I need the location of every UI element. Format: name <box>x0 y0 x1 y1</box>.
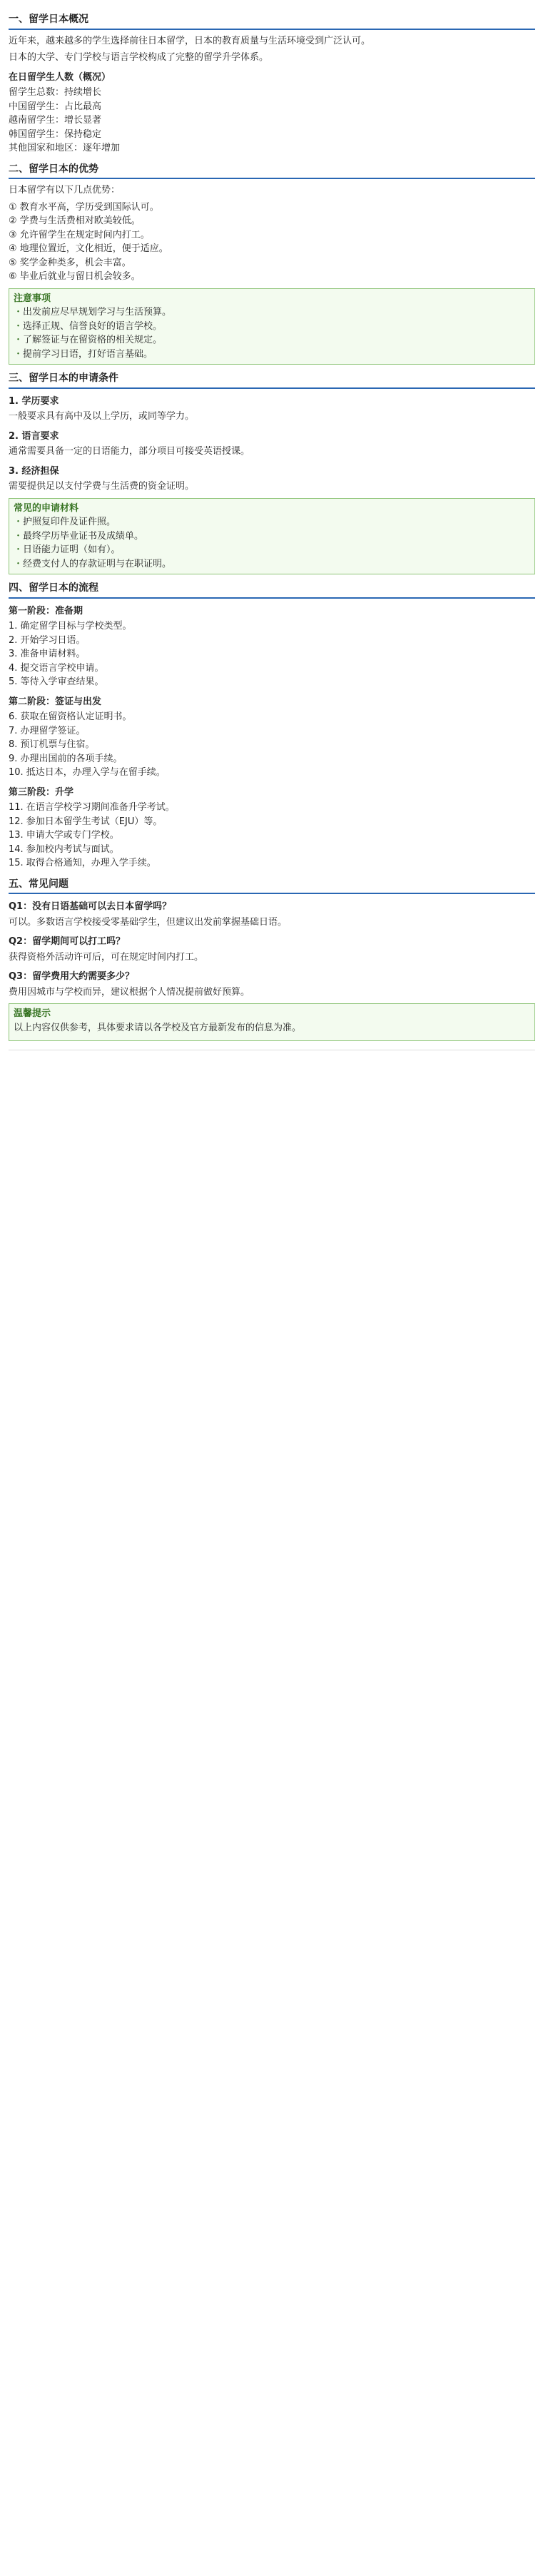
list-item: 14. 参加校内考试与面试。 <box>9 843 119 855</box>
stage-2-title: 第二阶段：签证与出发 <box>9 696 102 707</box>
faq-answer-1: 可以。多数语言学校接受零基础学生，但建议出发前掌握基础日语。 <box>9 916 288 928</box>
section-3-sub-2: 2. 语言要求 <box>9 430 59 442</box>
section-3-sub-3-text: 需要提供足以支付学费与生活费的资金证明。 <box>9 481 195 492</box>
list-item: 10. 抵达日本，办理入学与在留手续。 <box>9 767 166 778</box>
list-item: ・ 出发前应尽早规划学习与生活预算。 <box>14 305 530 320</box>
list-item: 1. 确定留学目标与学校类型。 <box>9 621 132 632</box>
list-item: ④ 地理位置近，文化相近，便于适应。 <box>9 243 168 254</box>
list-item: 5. 等待入学审查结果。 <box>9 676 104 687</box>
list-item: ・ 了解签证与在留资格的相关规定。 <box>14 333 530 348</box>
list-item: 中国留学生：占比最高 <box>9 101 102 112</box>
section-3-docs-box <box>9 498 535 575</box>
list-item: 9. 办理出国前的各项手续。 <box>9 753 123 764</box>
list-item: 4. 提交语言学校申请。 <box>9 662 104 674</box>
section-5-title: 五、常见问题 <box>9 878 535 895</box>
section-1-stats-list <box>9 86 535 156</box>
section-3-sub-3: 3. 经济担保 <box>9 465 59 477</box>
section-3-sub-1-text: 一般要求具有高中及以上学历，或同等学力。 <box>9 411 195 422</box>
list-item: ① 教育水平高，学历受到国际认可。 <box>9 201 159 213</box>
list-item: 8. 预订机票与住宿。 <box>9 739 95 750</box>
stage-3-title: 第三阶段：升学 <box>9 786 74 798</box>
faq-answer-3: 费用因城市与学校而异，建议根据个人情况提前做好预算。 <box>9 986 250 998</box>
list-item: 2. 开始学习日语。 <box>9 634 86 646</box>
section-2-note-box <box>9 288 535 365</box>
section-5-tip-box <box>9 1003 535 1041</box>
section-1-intro-2: 日本的大学、专门学校与语言学校构成了完整的留学升学体系。 <box>9 52 269 63</box>
list-item: ③ 允许留学生在规定时间内打工。 <box>9 229 150 240</box>
section-1-intro-1: 近年来，越来越多的学生选择前往日本留学，日本的教育质量与生活环境受到广泛认可。 <box>9 35 371 46</box>
list-item: ・ 选择正规、信誉良好的语言学校。 <box>14 320 530 334</box>
section-5-tip-text: 以上内容仅供参考，具体要求请以各学校及官方最新发布的信息为准。 <box>14 1022 302 1033</box>
list-item: 越南留学生：增长显著 <box>9 115 102 126</box>
section-3-sub-2-text: 通常需要具备一定的日语能力，部分项目可接受英语授课。 <box>9 446 250 457</box>
list-item: ② 学费与生活费相对欧美较低。 <box>9 215 141 226</box>
list-item: 7. 办理留学签证。 <box>9 725 86 736</box>
list-item: ・ 最终学历毕业证书及成绩单。 <box>14 529 530 544</box>
section-4-title: 四、留学日本的流程 <box>9 582 535 599</box>
list-item: 3. 准备申请材料。 <box>9 649 86 659</box>
stage-3-list <box>9 801 535 871</box>
list-item: ⑥ 毕业后就业与留日机会较多。 <box>9 271 141 282</box>
list-item: 15. 取得合格通知，办理入学手续。 <box>9 858 156 868</box>
section-3-title: 三、留学日本的申请条件 <box>9 372 535 389</box>
section-2-note-list <box>14 305 530 361</box>
list-item: 12. 参加日本留学生考试（EJU）等。 <box>9 816 163 827</box>
list-item: ・ 护照复印件及证件照。 <box>14 515 530 529</box>
faq-question-1: Q1：没有日语基础可以去日本留学吗？ <box>9 901 172 912</box>
stage-1-list <box>9 619 535 689</box>
section-1-stats-title: 在日留学生人数（概况） <box>9 71 111 83</box>
stage-2-list <box>9 710 535 780</box>
section-5-tip-title: 温馨提示 <box>14 1008 51 1019</box>
section-2-note-title: 注意事项 <box>14 293 51 304</box>
list-item: 13. 申请大学或专门学校。 <box>9 830 119 841</box>
section-2-list <box>9 201 535 284</box>
section-2-intro: 日本留学有以下几点优势： <box>9 185 121 196</box>
section-2-title: 二、留学日本的优势 <box>9 163 535 180</box>
list-item: ⑤ 奖学金种类多，机会丰富。 <box>9 257 131 268</box>
list-item: ・ 经费支付人的存款证明与在职证明。 <box>14 557 530 572</box>
article <box>0 0 548 1050</box>
list-item: 11. 在语言学校学习期间准备升学考试。 <box>9 802 175 813</box>
stage-1-title: 第一阶段：准备期 <box>9 605 83 617</box>
faq-question-3: Q3：留学费用大约需要多少？ <box>9 971 135 982</box>
list-item: 其他国家和地区：逐年增加 <box>9 143 121 153</box>
faq-question-2: Q2：留学期间可以打工吗？ <box>9 936 126 947</box>
section-3-sub-1: 1. 学历要求 <box>9 395 59 407</box>
faq-answer-2: 获得资格外活动许可后，可在规定时间内打工。 <box>9 951 204 963</box>
list-item: ・ 日语能力证明（如有）。 <box>14 543 530 557</box>
list-item: 6. 获取在留资格认定证明书。 <box>9 711 132 722</box>
section-3-docs-list <box>14 515 530 571</box>
list-item: ・ 提前学习日语，打好语言基础。 <box>14 348 530 362</box>
list-item: 留学生总数：持续增长 <box>9 87 102 98</box>
section-3-docs-title: 常见的申请材料 <box>14 502 79 514</box>
section-1-title: 一、留学日本概况 <box>9 13 535 30</box>
list-item: 韩国留学生：保持稳定 <box>9 128 102 140</box>
